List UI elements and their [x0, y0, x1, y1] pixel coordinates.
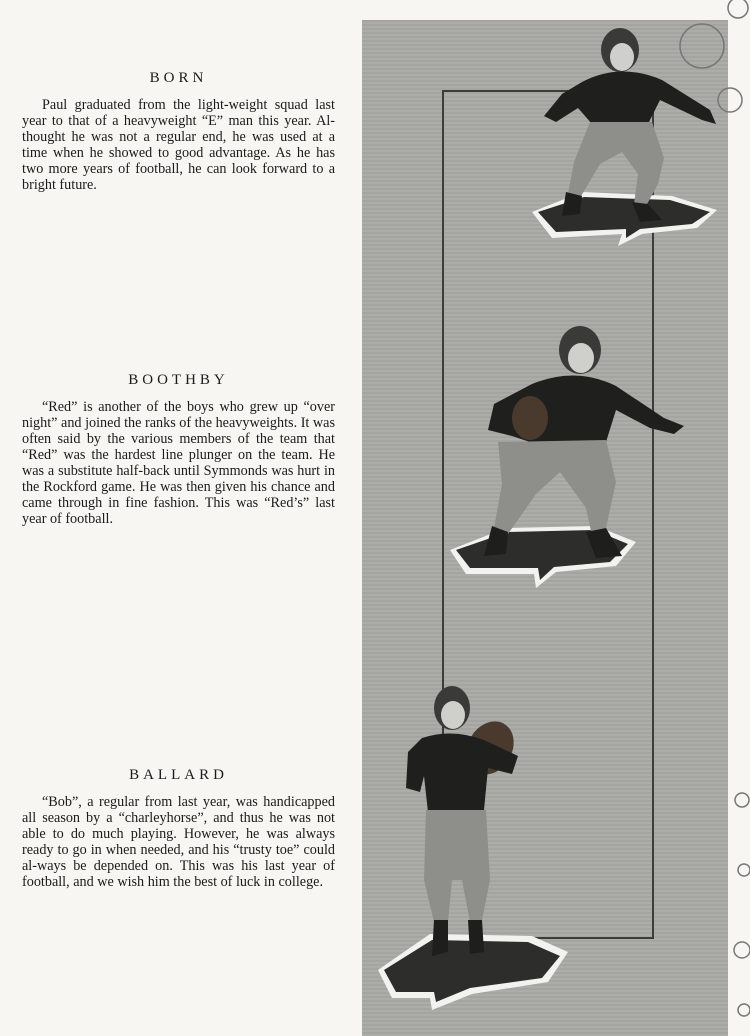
player-photo-ballard — [372, 680, 572, 1016]
bio-heading: BORN — [149, 70, 208, 86]
bio-heading: BALLARD — [129, 767, 228, 783]
bio-boothby — [22, 372, 335, 527]
bio-text: Paul graduated from the light-weight squad last year to that of a heavyweight “E” man this year. Al-thought he was not a regular end, he was used at a time when he showed to good advantage. As he has two more years of football, he can look forward to a bright future. — [22, 97, 335, 193]
football-player-icon — [446, 322, 686, 588]
bio-heading: BOOTHBY — [128, 372, 229, 388]
bio-born — [22, 70, 335, 193]
bio-text: “Red” is another of the boys who grew up “over night” and joined the ranks of the heavyweights. It was often said by the various members of the team that “Red” was the hardest line plunger on the team. He was a substitute half-back until Symmonds was hurt in the Rockford game. He was then given his chance and came through in fine fashion. This was “Red’s” last year of football. — [22, 399, 335, 527]
margin-ornament-icon — [668, 0, 750, 160]
bio-text: “Bob”, a regular from last year, was handicapped all season by a “charleyhorse”, and thus he was not able to do much playing. However, he was always ready to go in when needed, and his “trusty toe” could al-ways be depended on. This was his last year of football, and we wish him the best of luck in college. — [22, 794, 335, 890]
player-photo-boothby — [446, 322, 686, 588]
margin-ornament-icon — [730, 780, 750, 1036]
photo-panel — [362, 20, 728, 1036]
bio-ballard — [22, 767, 335, 890]
football-player-icon — [372, 680, 572, 1016]
